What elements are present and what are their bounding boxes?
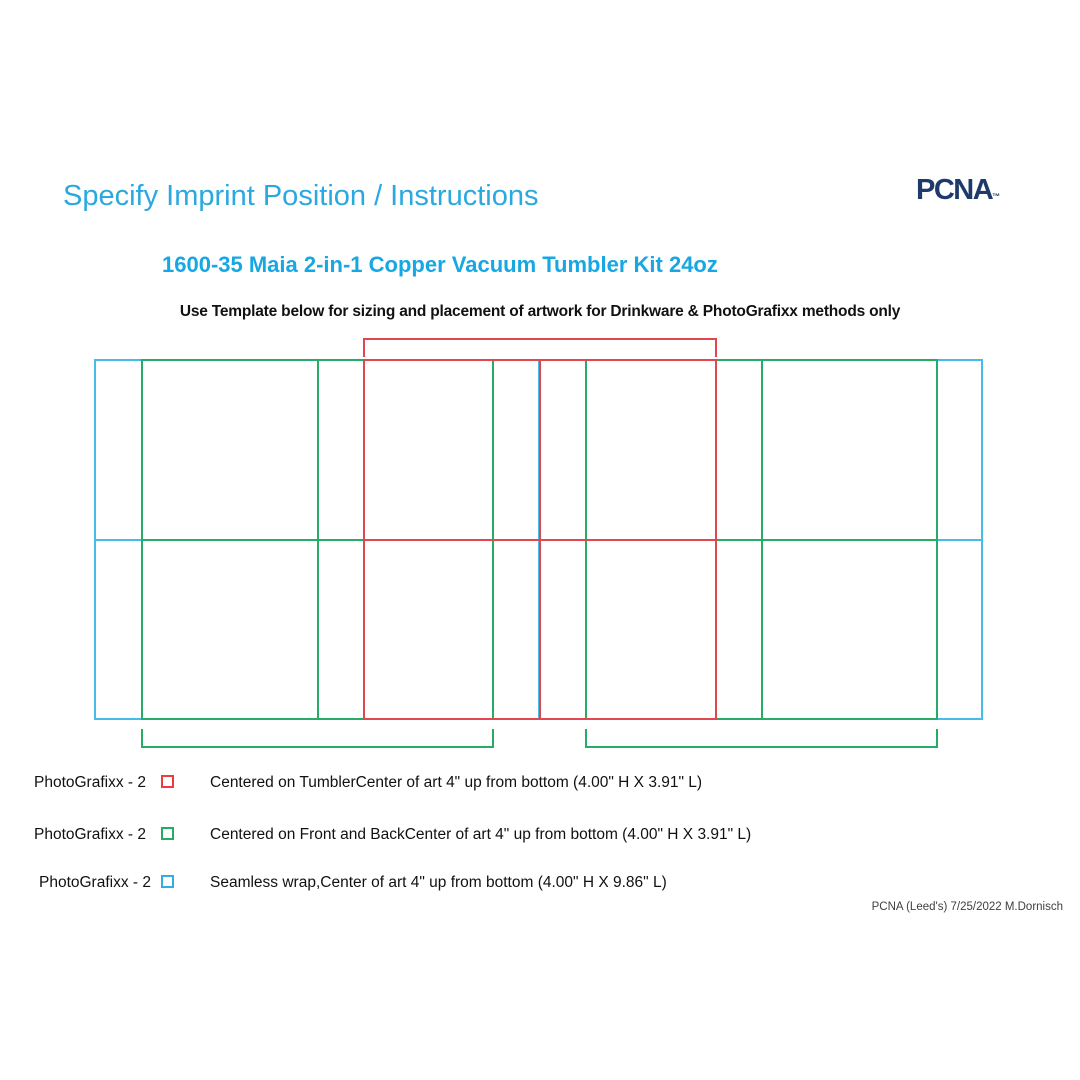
green-swatch-icon [161,827,174,840]
tumbler-vertical-centerline [539,361,541,718]
template-usage-note: Use Template below for sizing and placement of artwork for Drinkware & PhotoGrafixx methods only [179,303,901,320]
legend-method-label: PhotoGrafixx - 2 [34,826,146,843]
product-name: 1600-35 Maia 2-in-1 Copper Vacuum Tumbler Kit 24oz [162,252,718,277]
legend-row-tumbler-center [0,770,1080,796]
front-bottom-bracket [141,729,494,748]
back-bottom-bracket [585,729,938,748]
legend-method-label: PhotoGrafixx - 2 [34,774,146,791]
legend-description: Seamless wrap,Center of art 4" up from bottom (4.00" H X 9.86" L) [210,874,667,891]
legend-description: Centered on Front and BackCenter of art 4" up from bottom (4.00" H X 3.91" L) [210,826,752,843]
tumbler-center-top-bracket [363,338,717,357]
pcna-logo-text: PCNA [916,174,993,206]
red-swatch-icon [161,775,174,788]
footer-credit: PCNA (Leed's) 7/25/2022 M.Dornisch [871,901,1063,913]
page-title: Specify Imprint Position / Instructions [63,180,539,212]
legend-description: Centered on TumblerCenter of art 4" up from bottom (4.00" H X 3.91" L) [210,774,703,791]
tumbler-center-art-area-rect [363,359,717,720]
legend-row-seamless-wrap [0,870,1080,896]
back-vertical-centerline [761,361,763,718]
legend-method-label: PhotoGrafixx - 2 [39,874,151,891]
front-vertical-centerline [317,361,319,718]
cyan-swatch-icon [161,875,174,888]
trademark-symbol: ™ [992,192,1001,201]
legend-row-front-back [0,822,1080,848]
